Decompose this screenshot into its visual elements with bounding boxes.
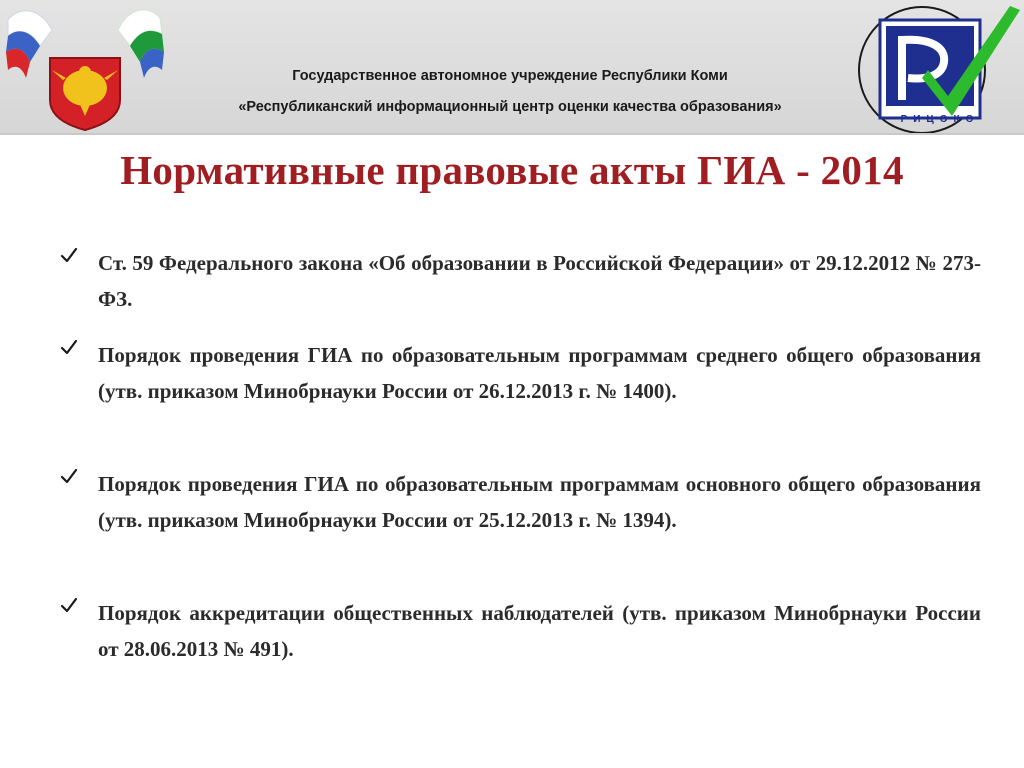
rcoko-caption: РИЦОКО (900, 114, 980, 125)
komi-coat-of-arms-logo (0, 0, 170, 133)
list-item-text: Порядок проведения ГИА по образовательным программам основного общего образования (утв. приказом Минобрнауки России от 25.12.2013 г. № 1394). (98, 472, 981, 532)
organization-name: Государственное автономное учреждение Республики Коми (292, 68, 728, 84)
list-item-text: Порядок аккредитации общественных наблюдателей (утв. приказом Минобрнауки России от 28.06.2013 № 491). (98, 601, 981, 661)
rcoko-logo (850, 0, 1024, 133)
list-item-text: Ст. 59 Федерального закона «Об образовании в Российской Федерации» от 29.12.2012 № 273-ФЗ. (98, 251, 981, 311)
organization-full-name: «Республиканский информационный центр оценки качества образования» (238, 99, 782, 115)
checkmark-icon (60, 339, 78, 357)
checkmark-icon (60, 247, 78, 265)
komi-flag-ribbon-icon (0, 0, 170, 133)
checkmark-icon (60, 468, 78, 486)
page-title: Нормативные правовые акты ГИА - 2014 (120, 147, 904, 193)
checkmark-icon (60, 597, 78, 615)
list-item-text: Порядок проведения ГИА по образовательным программам среднего общего образования (утв. приказом Минобрнауки России от 26.12.2013 г. № 1400). (98, 343, 981, 403)
